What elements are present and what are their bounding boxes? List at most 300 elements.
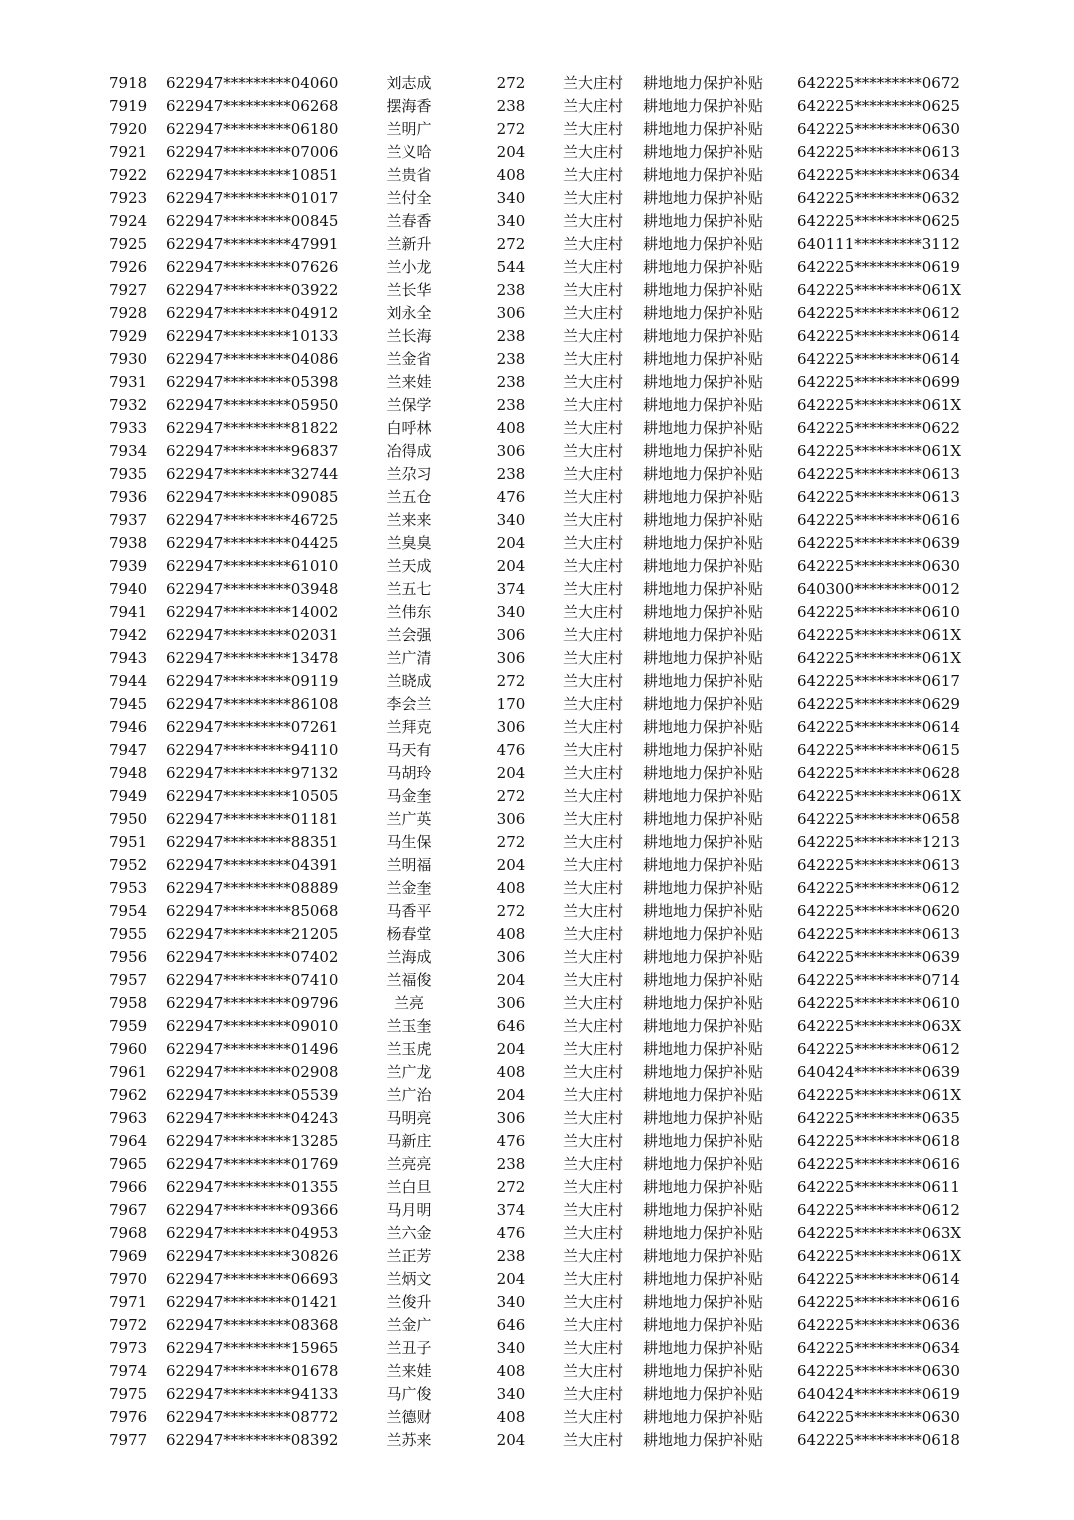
subsidy-amount: 408 <box>496 925 526 943</box>
id-number: 642225*********0616 <box>797 1155 960 1173</box>
village-name: 兰大庄村 <box>563 833 624 851</box>
subsidy-amount: 238 <box>496 1247 526 1265</box>
row-number: 7926 <box>109 258 148 276</box>
bank-card-number: 622947*********05539 <box>166 1086 339 1104</box>
subsidy-type: 耕地地力保护补贴 <box>643 649 764 667</box>
id-number: 642225*********061X <box>797 442 962 460</box>
row-number: 7971 <box>109 1293 148 1311</box>
bank-card-number: 622947*********00845 <box>166 212 339 230</box>
recipient-name: 兰金省 <box>386 350 432 368</box>
table-row <box>0 1337 1074 1360</box>
row-number: 7970 <box>109 1270 148 1288</box>
row-number: 7968 <box>109 1224 148 1242</box>
subsidy-type: 耕地地力保护补贴 <box>643 1201 764 1219</box>
village-name: 兰大庄村 <box>563 971 624 989</box>
village-name: 兰大庄村 <box>563 465 624 483</box>
subsidy-type: 耕地地力保护补贴 <box>643 143 764 161</box>
id-number: 642225*********0629 <box>797 695 960 713</box>
table-row <box>0 486 1074 509</box>
recipient-name: 兰亮亮 <box>386 1155 432 1173</box>
subsidy-type: 耕地地力保护补贴 <box>643 1178 764 1196</box>
bank-card-number: 622947*********10505 <box>166 787 339 805</box>
bank-card-number: 622947*********07261 <box>166 718 339 736</box>
village-name: 兰大庄村 <box>563 741 624 759</box>
recipient-name: 兰付全 <box>386 189 432 207</box>
village-name: 兰大庄村 <box>563 534 624 552</box>
village-name: 兰大庄村 <box>563 396 624 414</box>
village-name: 兰大庄村 <box>563 1385 624 1403</box>
recipient-name: 冶得成 <box>386 442 432 460</box>
id-number: 642225*********063X <box>797 1017 962 1035</box>
id-number: 642225*********061X <box>797 626 962 644</box>
id-number: 642225*********061X <box>797 649 962 667</box>
bank-card-number: 622947*********32744 <box>166 465 339 483</box>
id-number: 642225*********0612 <box>797 1040 960 1058</box>
village-name: 兰大庄村 <box>563 879 624 897</box>
id-number: 642225*********0699 <box>797 373 960 391</box>
village-name: 兰大庄村 <box>563 1132 624 1150</box>
recipient-name: 兰福俊 <box>386 971 432 989</box>
table-row <box>0 532 1074 555</box>
bank-card-number: 622947*********05950 <box>166 396 339 414</box>
subsidy-amount: 306 <box>496 810 526 828</box>
row-number: 7959 <box>109 1017 148 1035</box>
recipient-name: 兰保学 <box>386 396 432 414</box>
subsidy-amount: 306 <box>496 994 526 1012</box>
recipient-name: 兰俊升 <box>386 1293 432 1311</box>
id-number: 642225*********0625 <box>797 212 960 230</box>
bank-card-number: 622947*********05398 <box>166 373 339 391</box>
table-row <box>0 1176 1074 1199</box>
row-number: 7963 <box>109 1109 148 1127</box>
subsidy-amount: 340 <box>496 212 526 230</box>
bank-card-number: 622947*********04391 <box>166 856 339 874</box>
subsidy-type: 耕地地力保护补贴 <box>643 258 764 276</box>
recipient-name: 兰新升 <box>386 235 432 253</box>
village-name: 兰大庄村 <box>563 557 624 575</box>
table-row <box>0 509 1074 532</box>
subsidy-amount: 408 <box>496 419 526 437</box>
subsidy-amount: 204 <box>496 856 526 874</box>
subsidy-type: 耕地地力保护补贴 <box>643 350 764 368</box>
table-row <box>0 670 1074 693</box>
recipient-name: 兰春香 <box>386 212 432 230</box>
subsidy-amount: 306 <box>496 718 526 736</box>
bank-card-number: 622947*********06268 <box>166 97 339 115</box>
recipient-name: 马胡玲 <box>386 764 432 782</box>
id-number: 642225*********0658 <box>797 810 960 828</box>
row-number: 7933 <box>109 419 148 437</box>
village-name: 兰大庄村 <box>563 350 624 368</box>
village-name: 兰大庄村 <box>563 1293 624 1311</box>
subsidy-amount: 306 <box>496 649 526 667</box>
row-number: 7942 <box>109 626 148 644</box>
recipient-name: 刘志成 <box>386 74 432 92</box>
id-number: 642225*********0611 <box>797 1178 960 1196</box>
subsidy-amount: 204 <box>496 764 526 782</box>
recipient-name: 杨春堂 <box>386 925 432 943</box>
table-row <box>0 1130 1074 1153</box>
village-name: 兰大庄村 <box>563 810 624 828</box>
subsidy-type: 耕地地力保护补贴 <box>643 465 764 483</box>
bank-card-number: 622947*********30826 <box>166 1247 339 1265</box>
village-name: 兰大庄村 <box>563 143 624 161</box>
recipient-name: 兰德财 <box>386 1408 432 1426</box>
row-number: 7938 <box>109 534 148 552</box>
bank-card-number: 622947*********03948 <box>166 580 339 598</box>
bank-card-number: 622947*********01181 <box>166 810 339 828</box>
id-number: 642225*********061X <box>797 396 962 414</box>
subsidy-amount: 476 <box>496 741 526 759</box>
recipient-name: 马天有 <box>386 741 432 759</box>
subsidy-type: 耕地地力保护补贴 <box>643 1270 764 1288</box>
bank-card-number: 622947*********13478 <box>166 649 339 667</box>
subsidy-type: 耕地地力保护补贴 <box>643 166 764 184</box>
table-row <box>0 1015 1074 1038</box>
subsidy-type: 耕地地力保护补贴 <box>643 718 764 736</box>
id-number: 642225*********0630 <box>797 1362 960 1380</box>
village-name: 兰大庄村 <box>563 1431 624 1449</box>
bank-card-number: 622947*********09010 <box>166 1017 339 1035</box>
id-number: 642225*********0714 <box>797 971 960 989</box>
id-number: 642225*********0614 <box>797 327 960 345</box>
recipient-name: 兰晓成 <box>386 672 432 690</box>
table-row <box>0 739 1074 762</box>
subsidy-amount: 272 <box>496 672 526 690</box>
row-number: 7952 <box>109 856 148 874</box>
subsidy-amount: 340 <box>496 189 526 207</box>
id-number: 640424*********0639 <box>797 1063 960 1081</box>
table-row <box>0 946 1074 969</box>
table-row <box>0 693 1074 716</box>
subsidy-type: 耕地地力保护补贴 <box>643 511 764 529</box>
table-row <box>0 233 1074 256</box>
bank-card-number: 622947*********09119 <box>166 672 339 690</box>
subsidy-type: 耕地地力保护补贴 <box>643 212 764 230</box>
id-number: 642225*********0610 <box>797 603 960 621</box>
id-number: 642225*********0639 <box>797 534 960 552</box>
bank-card-number: 622947*********08889 <box>166 879 339 897</box>
village-name: 兰大庄村 <box>563 304 624 322</box>
recipient-name: 兰来娃 <box>386 1362 432 1380</box>
bank-card-number: 622947*********94110 <box>166 741 339 759</box>
row-number: 7961 <box>109 1063 148 1081</box>
subsidy-amount: 204 <box>496 1086 526 1104</box>
row-number: 7930 <box>109 350 148 368</box>
subsidy-amount: 408 <box>496 1063 526 1081</box>
row-number: 7925 <box>109 235 148 253</box>
village-name: 兰大庄村 <box>563 373 624 391</box>
table-row <box>0 72 1074 95</box>
recipient-name: 兰广治 <box>386 1086 432 1104</box>
id-number: 642225*********0613 <box>797 488 960 506</box>
recipient-name: 马广俊 <box>386 1385 432 1403</box>
recipient-name: 兰来来 <box>386 511 432 529</box>
bank-card-number: 622947*********07626 <box>166 258 339 276</box>
village-name: 兰大庄村 <box>563 603 624 621</box>
subsidy-amount: 306 <box>496 442 526 460</box>
row-number: 7948 <box>109 764 148 782</box>
subsidy-type: 耕地地力保护补贴 <box>643 1431 764 1449</box>
subsidy-type: 耕地地力保护补贴 <box>643 810 764 828</box>
subsidy-type: 耕地地力保护补贴 <box>643 442 764 460</box>
bank-card-number: 622947*********09796 <box>166 994 339 1012</box>
recipient-name: 兰金奎 <box>386 879 432 897</box>
id-number: 640111*********3112 <box>797 235 960 253</box>
village-name: 兰大庄村 <box>563 994 624 1012</box>
subsidy-amount: 204 <box>496 1040 526 1058</box>
subsidy-type: 耕地地力保护补贴 <box>643 281 764 299</box>
recipient-name: 兰明广 <box>386 120 432 138</box>
village-name: 兰大庄村 <box>563 672 624 690</box>
recipient-name: 兰正芳 <box>386 1247 432 1265</box>
recipient-name: 兰广清 <box>386 649 432 667</box>
subsidy-type: 耕地地力保护补贴 <box>643 557 764 575</box>
subsidy-type: 耕地地力保护补贴 <box>643 902 764 920</box>
subsidy-amount: 204 <box>496 1270 526 1288</box>
subsidy-type: 耕地地力保护补贴 <box>643 948 764 966</box>
subsidy-amount: 170 <box>496 695 526 713</box>
recipient-name: 兰臭臭 <box>386 534 432 552</box>
row-number: 7966 <box>109 1178 148 1196</box>
bank-card-number: 622947*********10851 <box>166 166 339 184</box>
row-number: 7974 <box>109 1362 148 1380</box>
table-row <box>0 1222 1074 1245</box>
subsidy-type: 耕地地力保护补贴 <box>643 580 764 598</box>
id-number: 642225*********0612 <box>797 1201 960 1219</box>
table-row <box>0 877 1074 900</box>
recipient-name: 兰来娃 <box>386 373 432 391</box>
row-number: 7928 <box>109 304 148 322</box>
recipient-name: 马月明 <box>386 1201 432 1219</box>
subsidy-amount: 374 <box>496 1201 526 1219</box>
row-number: 7965 <box>109 1155 148 1173</box>
table-row <box>0 187 1074 210</box>
subsidy-type: 耕地地力保护补贴 <box>643 74 764 92</box>
bank-card-number: 622947*********03922 <box>166 281 339 299</box>
row-number: 7950 <box>109 810 148 828</box>
row-number: 7976 <box>109 1408 148 1426</box>
subsidy-type: 耕地地力保护补贴 <box>643 1362 764 1380</box>
row-number: 7919 <box>109 97 148 115</box>
id-number: 642225*********0639 <box>797 948 960 966</box>
recipient-name: 兰广龙 <box>386 1063 432 1081</box>
subsidy-amount: 544 <box>496 258 526 276</box>
bank-card-number: 622947*********10133 <box>166 327 339 345</box>
subsidy-amount: 238 <box>496 350 526 368</box>
subsidy-amount: 238 <box>496 396 526 414</box>
table-row <box>0 210 1074 233</box>
recipient-name: 兰丑子 <box>386 1339 432 1357</box>
subsidy-amount: 340 <box>496 1293 526 1311</box>
village-name: 兰大庄村 <box>563 166 624 184</box>
row-number: 7969 <box>109 1247 148 1265</box>
row-number: 7967 <box>109 1201 148 1219</box>
village-name: 兰大庄村 <box>563 1247 624 1265</box>
table-row <box>0 1245 1074 1268</box>
table-row <box>0 555 1074 578</box>
id-number: 642225*********0616 <box>797 511 960 529</box>
table-row <box>0 716 1074 739</box>
subsidy-type: 耕地地力保护补贴 <box>643 833 764 851</box>
id-number: 642225*********061X <box>797 281 962 299</box>
id-number: 642225*********0616 <box>797 1293 960 1311</box>
recipient-name: 兰五七 <box>386 580 432 598</box>
id-number: 642225*********0632 <box>797 189 960 207</box>
subsidy-type: 耕地地力保护补贴 <box>643 396 764 414</box>
row-number: 7922 <box>109 166 148 184</box>
table-row <box>0 440 1074 463</box>
village-name: 兰大庄村 <box>563 235 624 253</box>
id-number: 642225*********063X <box>797 1224 962 1242</box>
id-number: 642225*********0618 <box>797 1431 960 1449</box>
village-name: 兰大庄村 <box>563 327 624 345</box>
village-name: 兰大庄村 <box>563 1109 624 1127</box>
id-number: 642225*********1213 <box>797 833 960 851</box>
subsidy-type: 耕地地力保护补贴 <box>643 971 764 989</box>
table-row <box>0 831 1074 854</box>
village-name: 兰大庄村 <box>563 1316 624 1334</box>
village-name: 兰大庄村 <box>563 856 624 874</box>
id-number: 642225*********0614 <box>797 350 960 368</box>
subsidy-type: 耕地地力保护补贴 <box>643 1155 764 1173</box>
bank-card-number: 622947*********01496 <box>166 1040 339 1058</box>
table-row <box>0 394 1074 417</box>
village-name: 兰大庄村 <box>563 189 624 207</box>
village-name: 兰大庄村 <box>563 1178 624 1196</box>
subsidy-amount: 238 <box>496 1155 526 1173</box>
subsidy-type: 耕地地力保护补贴 <box>643 373 764 391</box>
subsidy-table <box>0 72 1074 1452</box>
id-number: 642225*********0614 <box>797 718 960 736</box>
bank-card-number: 622947*********04243 <box>166 1109 339 1127</box>
row-number: 7940 <box>109 580 148 598</box>
recipient-name: 兰长海 <box>386 327 432 345</box>
subsidy-type: 耕地地力保护补贴 <box>643 1109 764 1127</box>
bank-card-number: 622947*********01678 <box>166 1362 339 1380</box>
bank-card-number: 622947*********04425 <box>166 534 339 552</box>
row-number: 7972 <box>109 1316 148 1334</box>
recipient-name: 刘永全 <box>386 304 432 322</box>
village-name: 兰大庄村 <box>563 948 624 966</box>
village-name: 兰大庄村 <box>563 902 624 920</box>
row-number: 7977 <box>109 1431 148 1449</box>
bank-card-number: 622947*********97132 <box>166 764 339 782</box>
village-name: 兰大庄村 <box>563 1224 624 1242</box>
bank-card-number: 622947*********81822 <box>166 419 339 437</box>
table-row <box>0 900 1074 923</box>
id-number: 640424*********0619 <box>797 1385 960 1403</box>
row-number: 7947 <box>109 741 148 759</box>
bank-card-number: 622947*********88351 <box>166 833 339 851</box>
bank-card-number: 622947*********01355 <box>166 1178 339 1196</box>
subsidy-amount: 306 <box>496 1109 526 1127</box>
subsidy-amount: 272 <box>496 787 526 805</box>
bank-card-number: 622947*********07006 <box>166 143 339 161</box>
subsidy-amount: 272 <box>496 833 526 851</box>
subsidy-type: 耕地地力保护补贴 <box>643 419 764 437</box>
subsidy-amount: 272 <box>496 235 526 253</box>
table-row <box>0 1038 1074 1061</box>
subsidy-amount: 476 <box>496 1224 526 1242</box>
id-number: 642225*********0634 <box>797 1339 960 1357</box>
subsidy-amount: 272 <box>496 74 526 92</box>
subsidy-type: 耕地地力保护补贴 <box>643 626 764 644</box>
subsidy-amount: 238 <box>496 373 526 391</box>
row-number: 7945 <box>109 695 148 713</box>
id-number: 642225*********0622 <box>797 419 960 437</box>
village-name: 兰大庄村 <box>563 1201 624 1219</box>
id-number: 642225*********0628 <box>797 764 960 782</box>
row-number: 7927 <box>109 281 148 299</box>
row-number: 7973 <box>109 1339 148 1357</box>
subsidy-type: 耕地地力保护补贴 <box>643 1040 764 1058</box>
table-row <box>0 279 1074 302</box>
recipient-name: 李会兰 <box>386 695 432 713</box>
row-number: 7949 <box>109 787 148 805</box>
recipient-name: 兰会强 <box>386 626 432 644</box>
recipient-name: 兰拜克 <box>386 718 432 736</box>
id-number: 642225*********0613 <box>797 143 960 161</box>
recipient-name: 摆海香 <box>386 97 432 115</box>
subsidy-type: 耕地地力保护补贴 <box>643 695 764 713</box>
subsidy-amount: 204 <box>496 971 526 989</box>
table-row <box>0 1429 1074 1452</box>
bank-card-number: 622947*********09366 <box>166 1201 339 1219</box>
id-number: 642225*********061X <box>797 1247 962 1265</box>
row-number: 7941 <box>109 603 148 621</box>
bank-card-number: 622947*********08368 <box>166 1316 339 1334</box>
village-name: 兰大庄村 <box>563 488 624 506</box>
recipient-name: 马香平 <box>386 902 432 920</box>
recipient-name: 兰伟东 <box>386 603 432 621</box>
table-row <box>0 141 1074 164</box>
id-number: 640300*********0012 <box>797 580 960 598</box>
recipient-name: 兰金广 <box>386 1316 432 1334</box>
bank-card-number: 622947*********02031 <box>166 626 339 644</box>
table-row <box>0 1199 1074 1222</box>
subsidy-amount: 204 <box>496 557 526 575</box>
table-row <box>0 1107 1074 1130</box>
bank-card-number: 622947*********14002 <box>166 603 339 621</box>
subsidy-type: 耕地地力保护补贴 <box>643 1385 764 1403</box>
table-row <box>0 302 1074 325</box>
subsidy-amount: 476 <box>496 1132 526 1150</box>
row-number: 7960 <box>109 1040 148 1058</box>
recipient-name: 兰天成 <box>386 557 432 575</box>
bank-card-number: 622947*********01421 <box>166 1293 339 1311</box>
subsidy-amount: 340 <box>496 511 526 529</box>
bank-card-number: 622947*********02908 <box>166 1063 339 1081</box>
village-name: 兰大庄村 <box>563 419 624 437</box>
bank-card-number: 622947*********04912 <box>166 304 339 322</box>
table-row <box>0 992 1074 1015</box>
subsidy-type: 耕地地力保护补贴 <box>643 764 764 782</box>
subsidy-amount: 646 <box>496 1316 526 1334</box>
id-number: 642225*********0615 <box>797 741 960 759</box>
table-row <box>0 1268 1074 1291</box>
village-name: 兰大庄村 <box>563 1408 624 1426</box>
id-number: 642225*********061X <box>797 1086 962 1104</box>
subsidy-type: 耕地地力保护补贴 <box>643 1063 764 1081</box>
table-row <box>0 371 1074 394</box>
village-name: 兰大庄村 <box>563 258 624 276</box>
row-number: 7954 <box>109 902 148 920</box>
subsidy-type: 耕地地力保护补贴 <box>643 925 764 943</box>
village-name: 兰大庄村 <box>563 787 624 805</box>
id-number: 642225*********0672 <box>797 74 960 92</box>
row-number: 7964 <box>109 1132 148 1150</box>
